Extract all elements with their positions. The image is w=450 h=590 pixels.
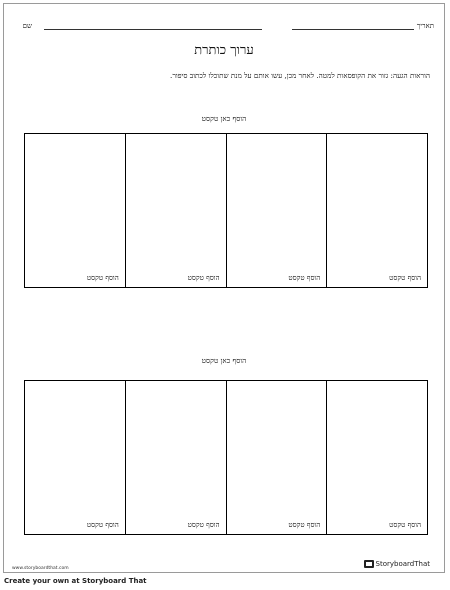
cell-caption[interactable]: הוסף טקסט <box>86 521 119 529</box>
cell-caption[interactable]: הוסף טקסט <box>389 274 421 282</box>
storyboard-strip <box>24 133 428 288</box>
date-line[interactable] <box>292 29 414 30</box>
name-line[interactable] <box>44 29 262 30</box>
storyboard-strip <box>24 380 428 535</box>
logo-text: StoryboardThat <box>375 560 430 568</box>
bottom-bar <box>0 573 450 590</box>
cell-caption[interactable]: הוסף טקסט <box>288 274 321 282</box>
page-title[interactable]: ערוך כותרת <box>194 43 254 58</box>
instructions-text: הוראות הגעה: גזור את הקופסאות למטה. לאחר מכן, עשו אותם על מנת שתוכלו לכתוב סיפור. <box>170 71 430 80</box>
cell-caption[interactable]: הוסף טקסט <box>389 521 421 529</box>
storyboardthat-logo <box>364 560 430 568</box>
cell-caption[interactable]: הוסף טקסט <box>187 521 220 529</box>
worksheet-page <box>3 3 445 573</box>
footer-url: www.storyboardthat.com <box>12 566 69 571</box>
storyboard-cell[interactable] <box>125 381 226 534</box>
cell-caption[interactable]: הוסף טקסט <box>288 521 321 529</box>
storyboard-cell[interactable] <box>125 134 226 287</box>
storyboard-cell[interactable] <box>25 134 125 287</box>
strip-title[interactable]: הוסף כאן טקסט <box>201 114 247 123</box>
cell-caption[interactable]: הוסף טקסט <box>86 274 119 282</box>
storyboard-cell[interactable] <box>226 381 327 534</box>
storyboard-cell[interactable] <box>326 134 427 287</box>
name-label: שם <box>22 22 32 30</box>
cell-caption[interactable]: הוסף טקסט <box>187 274 220 282</box>
storyboard-cell[interactable] <box>326 381 427 534</box>
storyboard-icon <box>364 560 374 568</box>
storyboard-cell[interactable] <box>226 134 327 287</box>
strip-title[interactable]: הוסף כאן טקסט <box>201 356 247 365</box>
date-label: תאריך <box>416 22 434 30</box>
create-your-own-link[interactable]: Create your own at Storyboard That <box>4 577 147 585</box>
storyboard-cell[interactable] <box>25 381 125 534</box>
